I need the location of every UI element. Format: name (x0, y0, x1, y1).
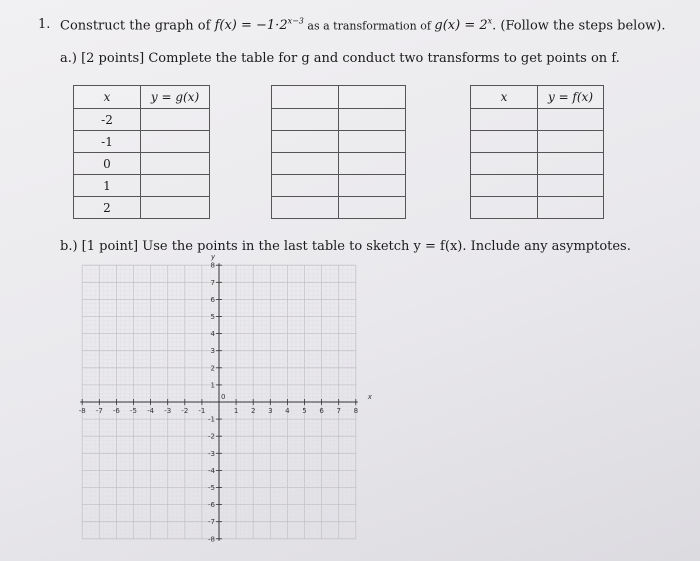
y-tick-label: 8 (210, 261, 215, 270)
x-tick-label: 2 (250, 407, 256, 415)
y-axis-label: y (211, 253, 216, 262)
x-tick-label: -7 (95, 407, 103, 415)
y-tick-label: 3 (210, 347, 215, 356)
x-cell[interactable] (471, 131, 538, 153)
g-cell[interactable] (141, 175, 210, 197)
table-row (74, 131, 210, 153)
f-definition: f(x) = −1·2 (214, 18, 288, 34)
table-cell[interactable] (339, 131, 406, 153)
table-header-row (74, 86, 210, 109)
transform-table (271, 85, 406, 219)
x-cell: 0 (74, 153, 141, 175)
header-x: x (74, 86, 141, 109)
x-tick-label: 5 (302, 407, 307, 415)
table-row (74, 153, 210, 175)
table-row (471, 131, 604, 153)
table-cell[interactable] (272, 197, 339, 219)
y-tick-label: 4 (210, 330, 215, 339)
y-tick-label: 2 (210, 364, 215, 373)
table-row (74, 109, 210, 131)
x-tick-label: 3 (268, 407, 273, 415)
table-cell[interactable] (339, 109, 406, 131)
question-number: 1. (38, 17, 51, 32)
y-tick-label: -8 (208, 535, 215, 544)
coordinate-grid[interactable] (80, 252, 380, 552)
g-values-table (73, 85, 210, 219)
y-tick-label: -4 (208, 466, 215, 475)
table-row (74, 197, 210, 219)
table-row (272, 153, 406, 175)
question-text-middle: as a transformation of (303, 19, 435, 33)
x-tick-label: -5 (130, 407, 137, 415)
table-cell[interactable] (339, 153, 406, 175)
x-axis-label: x (367, 393, 372, 401)
part-b-instructions: b.) [1 point] Use the points in the last table to sketch y = f(x). Include any asymptotes. (60, 239, 631, 254)
y-tick-label: -7 (208, 518, 215, 527)
x-tick-label: 1 (233, 407, 239, 415)
x-cell: -2 (74, 109, 141, 131)
x-tick-label: -6 (112, 407, 120, 415)
table-row (471, 197, 604, 219)
x-tick-label: 6 (319, 407, 324, 415)
x-tick-label: 8 (353, 407, 359, 415)
x-tick-label: 7 (336, 407, 341, 415)
x-tick-label: -4 (147, 407, 155, 415)
x-cell[interactable] (471, 197, 538, 219)
x-tick-label: -2 (181, 407, 189, 415)
header-cell[interactable] (272, 86, 339, 109)
header-g: y = g(x) (141, 86, 210, 109)
header-cell[interactable] (339, 86, 406, 109)
x-tick-label: 4 (285, 407, 290, 415)
table-row (471, 175, 604, 197)
y-tick-label: -3 (208, 449, 215, 458)
y-tick-label: 7 (210, 278, 215, 287)
y-tick-label: 6 (210, 295, 215, 304)
part-a-instructions: a.) [2 points] Complete the table for g and conduct two transforms to get points on f. (60, 51, 620, 66)
table-header-row (471, 86, 604, 109)
x-cell: 1 (74, 175, 141, 197)
f-values-table (470, 85, 604, 219)
x-tick-label: -1 (198, 407, 206, 415)
f-cell[interactable] (538, 131, 604, 153)
y-tick-label: -6 (208, 501, 215, 510)
header-f: y = f(x) (538, 86, 604, 109)
origin-label: 0 (221, 393, 226, 401)
f-cell[interactable] (538, 197, 604, 219)
y-tick-label: -5 (208, 484, 215, 492)
table-row (272, 175, 406, 197)
g-cell[interactable] (141, 153, 210, 175)
header-x: x (471, 86, 538, 109)
table-cell[interactable] (272, 153, 339, 175)
g-cell[interactable] (141, 109, 210, 131)
table-row (272, 109, 406, 131)
y-tick-label: 1 (210, 381, 215, 390)
table-cell[interactable] (272, 109, 339, 131)
f-cell[interactable] (538, 175, 604, 197)
g-cell[interactable] (141, 131, 210, 153)
x-cell[interactable] (471, 175, 538, 197)
y-tick-label: -1 (208, 415, 215, 424)
table-row (74, 175, 210, 197)
x-cell: 2 (74, 197, 141, 219)
table-cell[interactable] (272, 131, 339, 153)
x-tick-label: -3 (164, 407, 172, 415)
f-exponent: x−3 (287, 17, 304, 26)
x-cell: -1 (74, 131, 141, 153)
x-tick-label: -8 (78, 407, 86, 415)
x-cell[interactable] (471, 109, 538, 131)
g-exponent: x (487, 17, 493, 26)
table-row (272, 197, 406, 219)
x-cell[interactable] (471, 153, 538, 175)
g-definition: g(x) = 2 (434, 18, 488, 34)
table-cell[interactable] (272, 175, 339, 197)
y-tick-label: 5 (210, 313, 215, 321)
f-cell[interactable] (538, 153, 604, 175)
g-cell[interactable] (141, 197, 210, 219)
table-row (471, 153, 604, 175)
question-text-suffix: . (Follow the steps below). (492, 18, 666, 34)
axes (80, 263, 358, 544)
y-tick-label: -2 (208, 432, 215, 441)
table-row (272, 131, 406, 153)
table-cell[interactable] (339, 197, 406, 219)
question-text-prefix: Construct the graph of (60, 18, 215, 34)
f-cell[interactable] (538, 109, 604, 131)
table-cell[interactable] (339, 175, 406, 197)
table-row (471, 109, 604, 131)
question-text (60, 17, 666, 33)
table-header-row (272, 86, 406, 109)
